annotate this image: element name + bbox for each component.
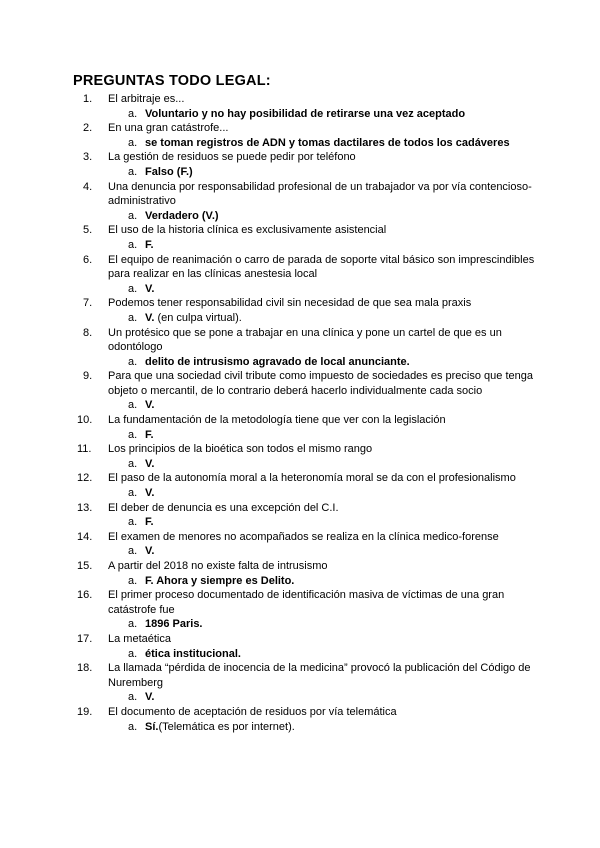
list-item [0,92,600,121]
answer-text: V. [145,282,155,295]
answer [0,398,600,413]
question-text: El primer proceso documentado de identificación masiva de víctimas de una gran catástrofe fue [108,589,505,616]
question-list [0,92,600,734]
answer-text: Sí. [145,720,159,733]
question [0,253,600,282]
list-item [0,442,600,471]
list-item [0,661,600,705]
question-text: El examen de menores no acompañados se realiza en la clínica medico-forense [108,530,499,543]
question-text: Un protésico que se pone a trabajar en una clínica y pone un cartel de que es un odontólogo [108,326,502,354]
question-text: El deber de denuncia es una excepción del C.I. [108,501,339,514]
answer-text: delito de intrusismo agravado de local anunciante. [145,355,410,368]
answer-letter: a. [128,487,138,500]
answer-text: V. [145,545,155,558]
question-text: Los principios de la bioética son todos el mismo rango [108,443,373,456]
question-number: 8. [83,326,93,339]
question-number: 18. [77,662,93,675]
answer [0,107,600,122]
answer [0,544,600,559]
list-item [0,632,600,661]
answer [0,574,600,589]
list-item [0,253,600,297]
answer [0,238,600,253]
question-text: El uso de la historia clínica es exclusivamente asistencial [108,224,387,237]
question [0,501,600,516]
answer [0,165,600,180]
answer-text: ética institucional. [145,647,241,660]
question-text: La metaética [108,632,171,645]
question [0,588,600,617]
answer [0,428,600,443]
list-item [0,223,600,252]
question [0,326,600,355]
answer-letter: a. [128,516,138,529]
question [0,121,600,136]
question [0,632,600,647]
answer-letter: a. [128,107,138,120]
question-text: En una gran catástrofe... [108,122,229,135]
answer-text: Falso (F.) [145,165,193,178]
question-text: La gestión de residuos se puede pedir por teléfono [108,151,356,164]
answer [0,311,600,326]
question-number: 2. [83,122,93,135]
question [0,150,600,165]
answer-letter: a. [128,282,138,295]
answer-letter: a. [128,574,138,587]
answer-text: se toman registros de ADN y tomas dactilares de todos los cadáveres [145,136,510,149]
question [0,180,600,209]
question-number: 7. [83,297,93,310]
answer-text: F. [145,238,154,251]
answer [0,515,600,530]
question-text: Una denuncia por responsabilidad profesional de un trabajador va por vía contencioso-administrativo [108,180,532,208]
question-number: 10. [77,414,93,427]
answer-text: F. [145,516,154,529]
answer-letter: a. [128,355,138,368]
question-number: 15. [77,560,93,572]
answer-text: Verdadero (V.) [145,209,219,222]
answer-letter: a. [128,691,138,704]
question [0,442,600,457]
question-text: Para que una sociedad civil tribute como impuesto de sociedades es preciso que tenga objeto o mercantil, de lo contrario deberá hacerlo individualmente cada socio [108,370,533,397]
question [0,471,600,486]
question-text: El documento de aceptación de residuos por vía telemática [108,705,397,718]
question-number: 13. [77,501,93,514]
list-item [0,559,600,588]
list-item [0,413,600,442]
question-text: A partir del 2018 no existe falta de intrusismo [108,560,328,572]
answer-text: V. [145,457,155,470]
answer-letter: a. [128,311,138,324]
question [0,296,600,311]
question-number: 14. [77,530,93,543]
question-number: 16. [77,589,93,602]
question-text: La fundamentación de la metodología tiene que ver con la legislación [108,414,446,427]
answer-letter: a. [128,136,138,149]
question-number: 9. [83,370,93,383]
answer-text: V. [145,691,155,704]
question-number: 6. [83,253,93,266]
question-text: El equipo de reanimación o carro de parada de soporte vital básico son imprescindibles para realizar en las clínicas anestesia local [108,253,535,281]
list-item [0,121,600,150]
answer [0,457,600,472]
list-item [0,296,600,325]
answer [0,690,600,705]
question [0,661,600,690]
answer-note: (en culpa virtual). [154,311,242,324]
question-text: Podemos tener responsabilidad civil sin necesidad de que sea mala praxis [108,297,472,310]
question [0,413,600,428]
answer [0,617,600,632]
list-item [0,369,600,413]
question-number: 3. [83,151,93,164]
question-number: 5. [83,224,93,237]
answer-text: V. [145,311,155,324]
answer-text: V. [145,487,155,500]
answer [0,209,600,224]
answer-letter: a. [128,238,138,251]
answer-letter: a. [128,399,138,412]
answer-text: 1896 Paris. [145,618,203,631]
question [0,223,600,238]
answer-text: F. Ahora y siempre es Delito. [145,574,295,587]
answer-letter: a. [128,457,138,470]
list-item [0,471,600,500]
answer [0,486,600,501]
list-item [0,326,600,370]
answer-text: F. [145,428,154,441]
question [0,92,600,107]
answer [0,355,600,370]
answer-letter: a. [128,618,138,631]
question-number: 19. [77,705,93,718]
answer-letter: a. [128,209,138,222]
question-text: El paso de la autonomía moral a la heteronomía moral se da con el profesionalismo [108,472,516,485]
question-number: 4. [83,180,93,193]
list-item [0,530,600,559]
question-text: La llamada “pérdida de inocencia de la medicina” provocó la publicación del Código de Nuremberg [108,662,531,689]
answer-letter: a. [128,647,138,660]
list-item [0,150,600,179]
question [0,530,600,545]
answer-letter: a. [128,428,138,441]
answer-letter: a. [128,165,138,178]
list-item [0,180,600,224]
answer-note: (Telemática es por internet). [158,720,295,733]
answer-letter: a. [128,720,138,733]
list-item [0,501,600,530]
question-number: 1. [83,93,93,105]
list-item [0,588,600,632]
answer-letter: a. [128,545,138,558]
question-number: 11. [77,443,92,456]
question [0,705,600,720]
question [0,369,600,398]
answer-text: V. [145,399,155,412]
answer [0,647,600,662]
page-title: PREGUNTAS TODO LEGAL: [73,73,271,89]
question-number: 17. [77,632,93,645]
question-number: 12. [77,472,93,485]
question-text: El arbitraje es... [108,93,185,105]
answer [0,136,600,151]
answer [0,282,600,297]
question [0,559,600,574]
list-item [0,705,600,734]
answer [0,720,600,735]
answer-text: Voluntario y no hay posibilidad de retirarse una vez aceptado [145,107,466,120]
